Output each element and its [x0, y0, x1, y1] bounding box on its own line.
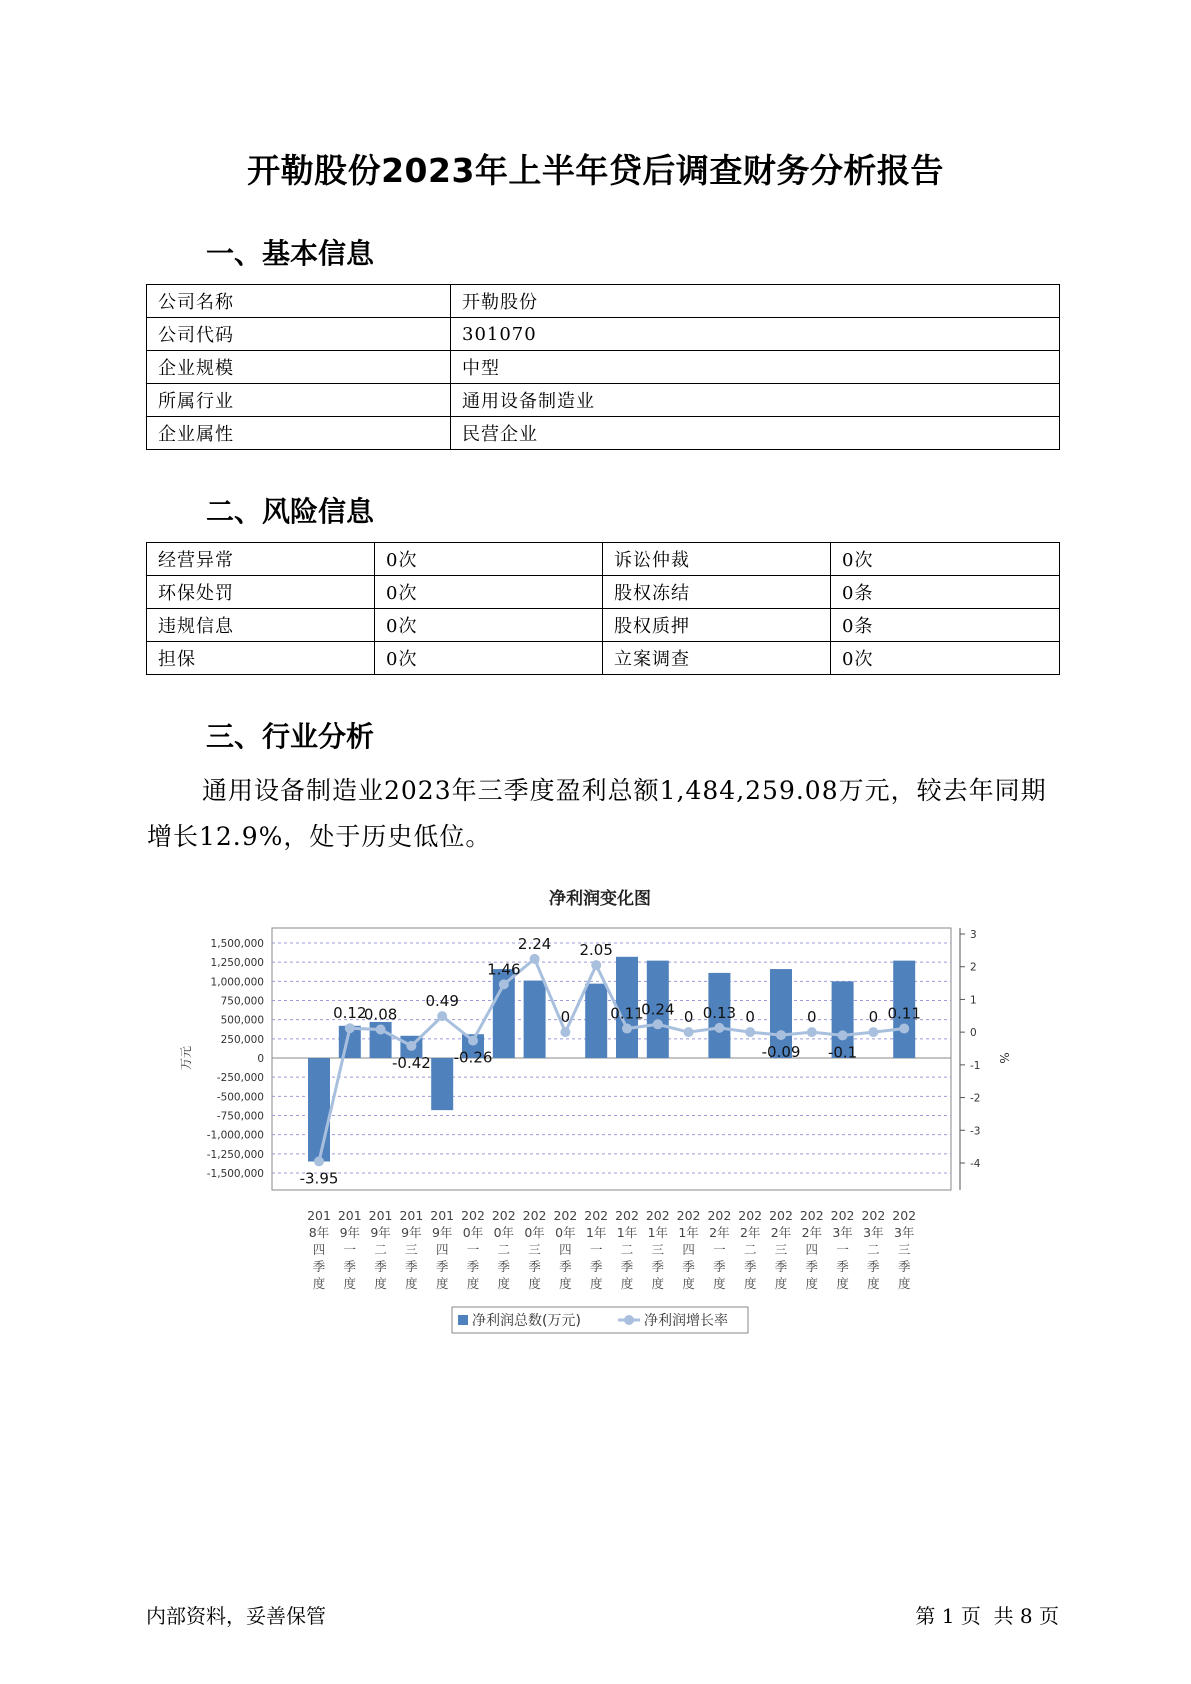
x-tick-label: 一: [343, 1242, 357, 1257]
data-label: 2.05: [579, 941, 613, 960]
x-tick-label: 度: [897, 1276, 911, 1291]
x-tick-label: 一: [713, 1242, 726, 1257]
data-label: 0.12: [333, 1004, 367, 1023]
x-tick-label: 三: [528, 1242, 541, 1257]
x-tick-label: 度: [559, 1276, 572, 1291]
x-tick-label: 季: [497, 1259, 511, 1274]
x-tick-label: 202: [892, 1208, 917, 1223]
x-tick-label: 一: [836, 1242, 849, 1257]
x-tick-label: 季: [620, 1259, 634, 1274]
growth-rate-point: [376, 1025, 386, 1035]
section3-heading: 三、行业分析: [206, 720, 375, 753]
x-tick-label: 8年: [308, 1225, 330, 1240]
y-tick-label: -1,000,000: [206, 1129, 264, 1142]
x-tick-label: 202: [553, 1208, 578, 1223]
table-cell-value: 开勒股份: [451, 285, 1060, 318]
x-tick-label: 9年: [431, 1225, 453, 1240]
x-tick-label: 季: [435, 1259, 449, 1274]
x-tick-label: 0年: [555, 1225, 576, 1240]
x-tick-label: 季: [805, 1259, 819, 1274]
x-tick-label: 2年: [770, 1225, 792, 1240]
y2-tick-label: 3: [970, 929, 977, 941]
table-cell-value: 0次: [831, 642, 1060, 675]
y2-tick-label: -4: [970, 1158, 981, 1170]
x-tick-label: 季: [897, 1259, 911, 1274]
x-tick-label: 二: [374, 1242, 387, 1257]
bar: [524, 981, 546, 1058]
x-tick-label: 1年: [678, 1225, 699, 1240]
growth-rate-point: [868, 1027, 878, 1037]
x-tick-label: 度: [805, 1276, 819, 1291]
x-tick-label: 一: [466, 1242, 480, 1257]
x-tick-label: 3年: [832, 1225, 853, 1240]
table-cell-label: 诉讼仲裁: [603, 543, 831, 576]
x-tick-label: 9年: [370, 1225, 391, 1240]
x-tick-label: 季: [589, 1259, 603, 1274]
x-tick-label: 3年: [893, 1225, 915, 1240]
data-label: -0.1: [827, 1043, 858, 1062]
table-cell-label: 担保: [147, 642, 375, 675]
footer-confidential: 内部资料，妥善保管: [146, 1604, 326, 1628]
x-tick-label: 0年: [524, 1225, 545, 1240]
growth-rate-point: [899, 1024, 909, 1034]
x-tick-label: 四: [682, 1242, 695, 1257]
table-cell-label: 股权冻结: [603, 576, 831, 609]
x-tick-label: 一: [589, 1242, 603, 1257]
legend-label-bar: 净利润总数(万元): [472, 1313, 581, 1329]
x-tick-label: 201: [368, 1208, 393, 1223]
x-tick-label: 201: [430, 1208, 455, 1223]
data-label: 0: [745, 1008, 755, 1027]
x-tick-label: 度: [466, 1276, 480, 1291]
x-tick-label: 季: [312, 1259, 326, 1274]
table-cell-label: 股权质押: [603, 609, 831, 642]
x-tick-label: 度: [713, 1276, 726, 1291]
y2-tick-label: 2: [970, 961, 977, 974]
section1-heading: 一、基本信息: [206, 237, 375, 270]
y2-tick-label: -1: [970, 1059, 981, 1072]
data-label: 0.49: [425, 992, 459, 1011]
y-tick-label: -750,000: [216, 1110, 264, 1123]
x-tick-label: 度: [497, 1276, 511, 1291]
y-tick-label: 1,250,000: [210, 957, 264, 970]
x-tick-label: 1年: [616, 1225, 638, 1240]
x-tick-label: 季: [528, 1259, 541, 1274]
y2-tick-label: 0: [970, 1027, 977, 1040]
growth-rate-point: [653, 1019, 663, 1029]
legend-label-line: 净利润增长率: [644, 1313, 728, 1329]
y-tick-label: -1,500,000: [206, 1168, 264, 1180]
data-label: -3.95: [299, 1169, 339, 1188]
data-label: 0: [868, 1008, 879, 1027]
x-tick-label: 度: [743, 1276, 757, 1291]
x-tick-label: 三: [651, 1242, 665, 1257]
x-tick-label: 2年: [739, 1225, 761, 1240]
y2-tick-label: -2: [970, 1092, 981, 1105]
growth-rate-point: [406, 1041, 416, 1051]
x-tick-label: 3年: [863, 1225, 884, 1240]
x-tick-label: 9年: [401, 1225, 422, 1240]
data-label: 2.24: [517, 934, 552, 953]
legend-swatch-point: [624, 1315, 634, 1325]
x-tick-label: 202: [615, 1208, 639, 1223]
table-cell-value: 0条: [831, 609, 1060, 642]
x-tick-label: 202: [769, 1208, 793, 1223]
table-cell-label: 企业属性: [147, 417, 451, 450]
x-tick-label: 202: [861, 1208, 886, 1223]
table-cell-value: 301070: [451, 318, 1060, 351]
x-tick-label: 202: [491, 1208, 516, 1223]
data-label: -0.26: [453, 1048, 493, 1067]
industry-analysis-paragraph: 通用设备制造业2023年三季度盈利总额1,484,259.08万元，较去年同期增长12.9%，处于历史低位。: [147, 776, 1047, 851]
table-cell-value: 0次: [375, 642, 603, 675]
section2-heading: 二、风险信息: [206, 495, 375, 528]
growth-rate-point: [560, 1027, 570, 1037]
table-cell-value: 0次: [375, 609, 603, 642]
x-tick-label: 201: [337, 1208, 362, 1223]
x-tick-label: 季: [559, 1259, 572, 1274]
table-cell-value: 0次: [375, 576, 603, 609]
x-tick-label: 季: [867, 1259, 880, 1274]
x-tick-label: 季: [651, 1259, 665, 1274]
table-cell-label: 经营异常: [147, 543, 375, 576]
y-tick-label: 750,000: [220, 995, 264, 1008]
x-tick-label: 季: [743, 1259, 757, 1274]
y2-tick-label: 1: [970, 994, 977, 1007]
data-label: 0.13: [702, 1003, 737, 1022]
legend-swatch-bar: [458, 1315, 468, 1325]
footer-page-number: 第 1 页 共 8 页: [915, 1604, 1059, 1628]
x-tick-label: 四: [312, 1242, 326, 1257]
x-tick-label: 度: [836, 1276, 849, 1291]
x-tick-label: 0年: [462, 1225, 484, 1240]
table-cell-value: 0条: [831, 576, 1060, 609]
x-tick-label: 度: [405, 1276, 418, 1291]
growth-rate-point: [684, 1027, 694, 1037]
growth-rate-point: [468, 1036, 478, 1046]
growth-rate-point: [714, 1023, 724, 1033]
x-tick-label: 1年: [585, 1225, 607, 1240]
y-tick-label: 0: [257, 1053, 264, 1065]
x-tick-label: 二: [620, 1242, 634, 1257]
x-tick-label: 季: [713, 1259, 726, 1274]
y-tick-label: -250,000: [216, 1072, 264, 1085]
y-tick-label: 250,000: [220, 1033, 264, 1046]
x-tick-label: 二: [743, 1242, 757, 1257]
data-label: -0.09: [761, 1043, 801, 1062]
x-tick-label: 度: [374, 1276, 387, 1291]
data-label: 1.46: [487, 960, 521, 979]
y2-tick-label: -3: [970, 1125, 981, 1138]
x-tick-label: 度: [528, 1276, 541, 1291]
growth-rate-point: [591, 960, 601, 970]
growth-rate-point: [807, 1027, 817, 1037]
x-tick-label: 四: [559, 1242, 572, 1257]
y-tick-label: 1,000,000: [210, 976, 264, 989]
x-tick-label: 202: [584, 1208, 609, 1223]
x-tick-label: 9年: [339, 1225, 361, 1240]
growth-rate-point: [499, 979, 509, 989]
data-label: 0: [560, 1008, 571, 1027]
x-tick-label: 201: [307, 1208, 331, 1223]
y2-axis-label: %: [997, 1052, 1011, 1064]
growth-rate-point: [776, 1030, 786, 1040]
y-tick-label: 500,000: [220, 1014, 264, 1027]
table-cell-value: 0次: [831, 543, 1060, 576]
x-tick-label: 202: [645, 1208, 670, 1223]
bar: [431, 1058, 453, 1110]
x-tick-label: 二: [497, 1242, 511, 1257]
data-label: 0.11: [887, 1004, 921, 1023]
table-cell-label: 公司名称: [147, 285, 451, 318]
bar: [585, 984, 607, 1058]
data-label: 0.24: [641, 1000, 675, 1019]
x-tick-label: 202: [799, 1208, 824, 1223]
table-cell-value: 民营企业: [451, 417, 1060, 450]
chart-title: 净利润变化图: [549, 889, 651, 909]
x-tick-label: 度: [312, 1276, 326, 1291]
y-tick-label: -1,250,000: [206, 1148, 264, 1161]
x-tick-label: 季: [405, 1259, 418, 1274]
x-tick-label: 2年: [801, 1225, 823, 1240]
table-cell-label: 企业规模: [147, 351, 451, 384]
x-tick-label: 度: [620, 1276, 634, 1291]
x-tick-label: 度: [343, 1276, 357, 1291]
growth-rate-point: [345, 1023, 355, 1033]
x-tick-label: 1年: [647, 1225, 669, 1240]
growth-rate-point: [314, 1156, 324, 1166]
data-label: 0.11: [610, 1004, 644, 1023]
y-tick-label: -500,000: [216, 1091, 264, 1104]
x-tick-label: 三: [405, 1242, 418, 1257]
x-tick-label: 201: [399, 1208, 424, 1223]
table-cell-label: 公司代码: [147, 318, 451, 351]
x-tick-label: 二: [867, 1242, 880, 1257]
data-label: 0: [807, 1008, 817, 1027]
x-tick-label: 度: [867, 1276, 880, 1291]
x-tick-label: 三: [774, 1242, 788, 1257]
x-tick-label: 202: [707, 1208, 732, 1223]
growth-rate-point: [530, 954, 540, 964]
x-tick-label: 0年: [493, 1225, 515, 1240]
x-tick-label: 度: [435, 1276, 449, 1291]
data-label: 0.08: [363, 1005, 398, 1024]
x-tick-label: 四: [805, 1242, 819, 1257]
x-tick-label: 四: [435, 1242, 449, 1257]
table-cell-label: 违规信息: [147, 609, 375, 642]
x-tick-label: 季: [343, 1259, 357, 1274]
x-tick-label: 三: [897, 1242, 911, 1257]
x-tick-label: 季: [682, 1259, 695, 1274]
x-tick-label: 季: [836, 1259, 849, 1274]
growth-rate-point: [838, 1030, 848, 1040]
x-tick-label: 季: [466, 1259, 480, 1274]
x-tick-label: 2年: [709, 1225, 730, 1240]
report-title: 开勒股份2023年上半年贷后调查财务分析报告: [247, 151, 944, 190]
y-axis-label: 万元: [179, 1045, 193, 1071]
x-tick-label: 度: [774, 1276, 788, 1291]
x-tick-label: 度: [651, 1276, 665, 1291]
table-cell-label: 环保处罚: [147, 576, 375, 609]
growth-rate-point: [745, 1027, 755, 1037]
growth-rate-point: [622, 1024, 632, 1034]
x-tick-label: 202: [461, 1208, 485, 1223]
x-tick-label: 202: [738, 1208, 763, 1223]
x-tick-label: 季: [374, 1259, 387, 1274]
table-cell-value: 通用设备制造业: [451, 384, 1060, 417]
table-cell-label: 立案调查: [603, 642, 831, 675]
x-tick-label: 202: [830, 1208, 855, 1223]
x-tick-label: 202: [522, 1208, 547, 1223]
growth-rate-point: [437, 1011, 447, 1021]
x-tick-label: 202: [676, 1208, 701, 1223]
x-tick-label: 季: [774, 1259, 788, 1274]
x-tick-label: 度: [682, 1276, 695, 1291]
data-label: 0: [683, 1008, 694, 1027]
table-cell-value: 中型: [451, 351, 1060, 384]
bar: [308, 1058, 330, 1162]
data-label: -0.42: [391, 1053, 431, 1072]
table-cell-label: 所属行业: [147, 384, 451, 417]
table-cell-value: 0次: [375, 543, 603, 576]
y-tick-label: 1,500,000: [210, 938, 264, 950]
x-tick-label: 度: [589, 1276, 603, 1291]
